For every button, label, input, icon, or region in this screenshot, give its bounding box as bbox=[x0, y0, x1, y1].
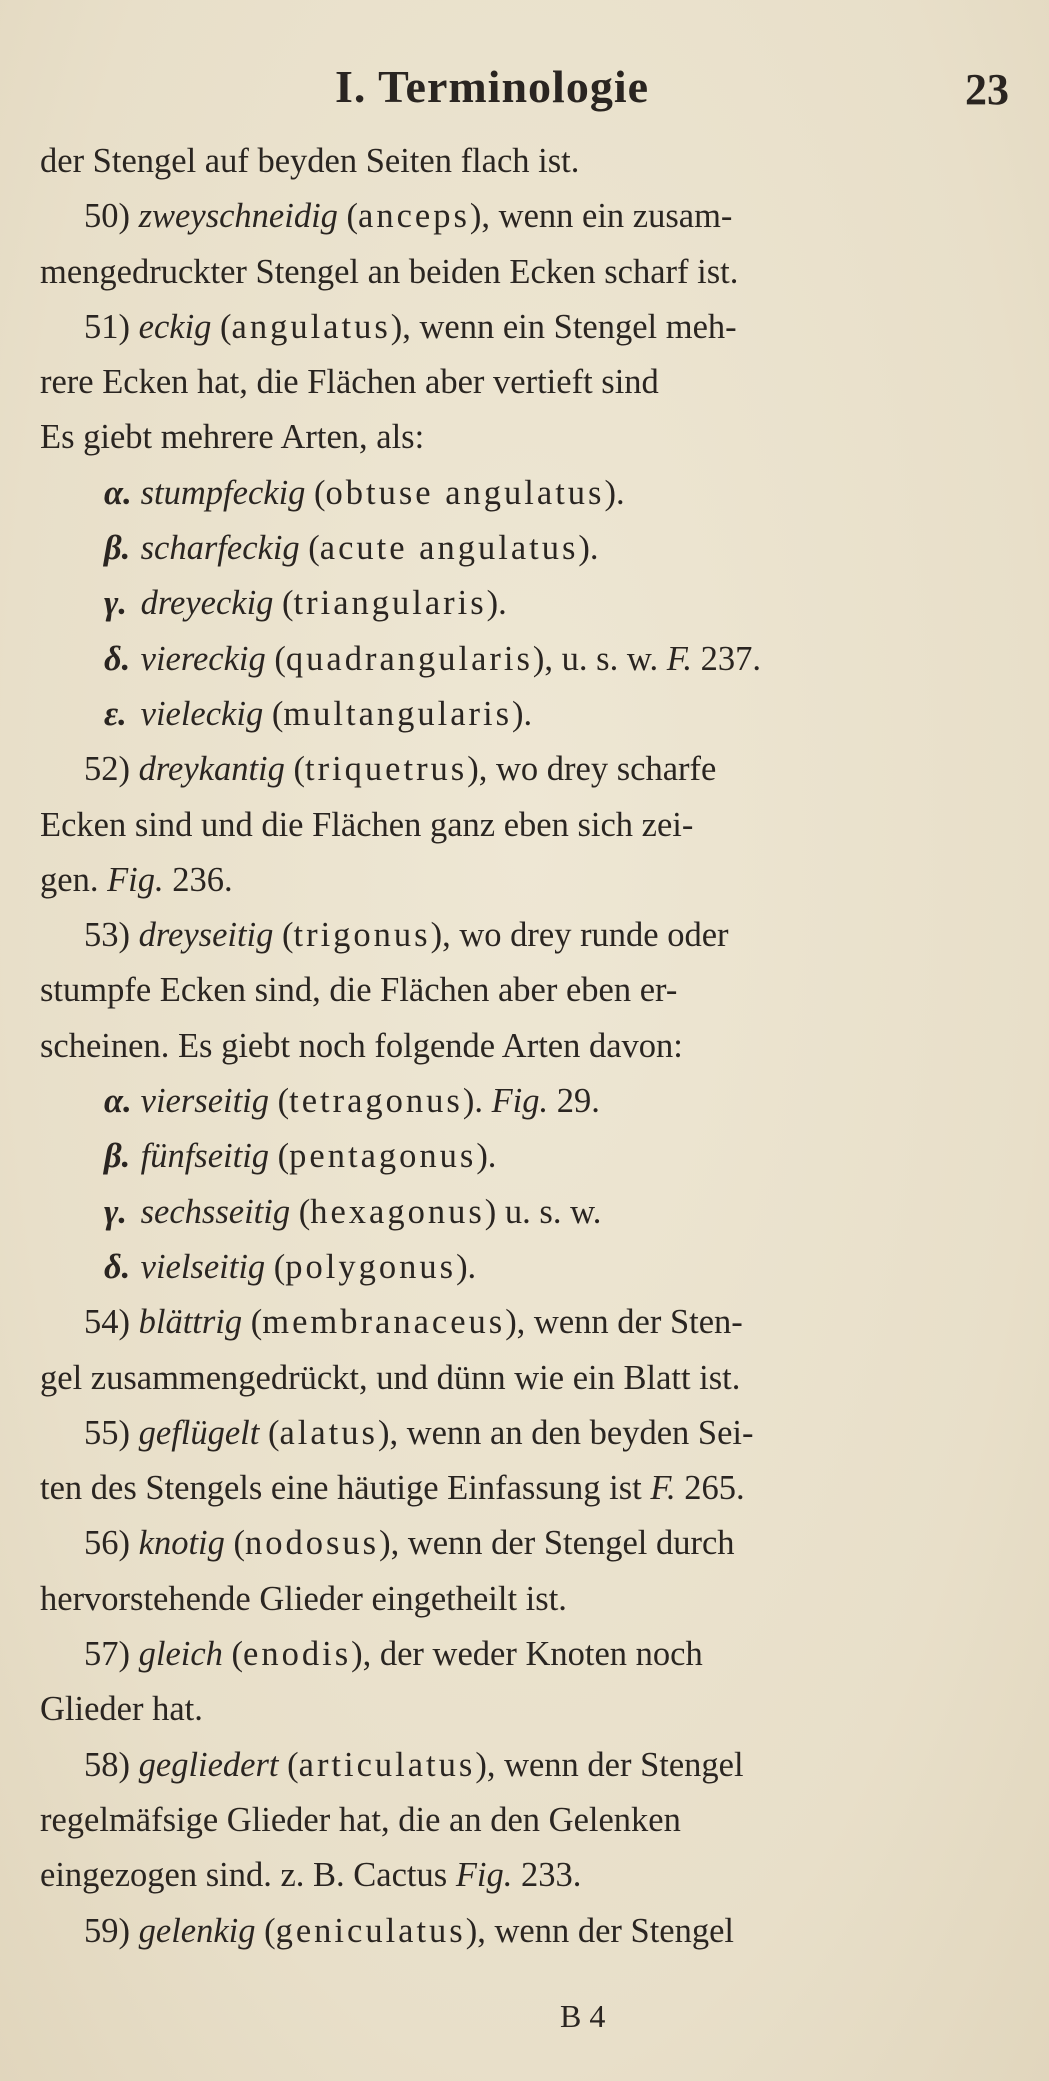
term-latin: trigonus bbox=[293, 916, 431, 955]
list-marker: α. bbox=[104, 473, 132, 512]
text-run: 236. bbox=[163, 860, 233, 899]
term-latin: alatus bbox=[279, 1413, 378, 1452]
text-run: ). bbox=[486, 584, 507, 623]
text-run: ( bbox=[269, 1082, 290, 1121]
text-run: 55) bbox=[84, 1413, 139, 1452]
term-german: geflügelt bbox=[138, 1413, 260, 1452]
page-number: 23 bbox=[965, 65, 1009, 114]
text-run: ( bbox=[273, 916, 294, 955]
term-german: zweyschneidig bbox=[138, 197, 338, 236]
term-german: sechsseitig bbox=[140, 1192, 291, 1231]
text-run: der Stengel auf beyden Seiten flach ist. bbox=[40, 142, 580, 180]
text-line bbox=[40, 908, 1030, 963]
term-latin: pentagonus bbox=[289, 1137, 477, 1176]
text-line bbox=[40, 1682, 1030, 1737]
text-run: 53) bbox=[84, 916, 139, 955]
text-run: 265. bbox=[675, 1469, 745, 1508]
text-run: stumpfe Ecken sind, die Flächen aber eben er- bbox=[40, 971, 678, 1010]
list-marker: α. bbox=[104, 1082, 132, 1121]
text-run bbox=[132, 1082, 141, 1120]
running-title: I. Terminologie bbox=[335, 61, 650, 112]
text-run: ), wo drey scharfe bbox=[467, 750, 717, 789]
figure-ref: Fig. bbox=[491, 1082, 549, 1121]
text-line bbox=[40, 1351, 1030, 1406]
text-run: ( bbox=[259, 1413, 280, 1452]
text-run: ( bbox=[222, 1635, 244, 1674]
term-latin: geniculatus bbox=[275, 1911, 466, 1950]
text-line bbox=[40, 742, 1030, 797]
text-run: ( bbox=[299, 529, 320, 568]
text-line bbox=[40, 1572, 1030, 1627]
text-line bbox=[40, 853, 1030, 908]
term-german: vieleckig bbox=[140, 694, 264, 733]
text-line bbox=[40, 1738, 1030, 1793]
text-run bbox=[132, 1248, 141, 1286]
term-latin: nodosus bbox=[244, 1524, 380, 1563]
text-run: ( bbox=[337, 197, 359, 236]
text-run: ), wo drey runde oder bbox=[430, 916, 729, 955]
list-marker: ε. bbox=[104, 694, 127, 733]
term-latin: polygonus bbox=[285, 1247, 457, 1286]
text-run: ( bbox=[263, 694, 284, 733]
text-run: eingezogen sind. z. B. Cactus bbox=[40, 1856, 456, 1895]
term-latin: triangularis bbox=[293, 584, 487, 623]
text-run: ( bbox=[305, 473, 326, 512]
text-run: 59) bbox=[84, 1911, 139, 1950]
text-run: 29. bbox=[548, 1082, 600, 1121]
figure-ref: F. bbox=[650, 1469, 676, 1508]
term-german: dreyeckig bbox=[140, 584, 274, 623]
term-latin: hexagonus bbox=[310, 1192, 485, 1231]
text-run: ( bbox=[255, 1911, 276, 1950]
text-line bbox=[40, 1129, 1030, 1184]
text-run: ), wenn an den beyden Sei- bbox=[377, 1413, 754, 1452]
text-run: 50) bbox=[84, 197, 139, 236]
text-line bbox=[40, 245, 1030, 300]
term-latin: triquetrus bbox=[305, 750, 468, 789]
text-line bbox=[40, 410, 1030, 465]
text-line bbox=[40, 466, 1030, 521]
term-latin: enodis bbox=[243, 1635, 352, 1674]
text-run: 51) bbox=[84, 307, 139, 346]
text-run: mengedruckter Stengel an beiden Ecken scharf ist. bbox=[40, 252, 739, 291]
text-run: ). bbox=[604, 473, 625, 512]
text-line bbox=[40, 963, 1030, 1018]
text-run: gen. bbox=[40, 860, 108, 899]
term-german: vielseitig bbox=[140, 1247, 266, 1286]
term-german: dreyseitig bbox=[138, 916, 274, 955]
term-german: gelenkig bbox=[138, 1911, 256, 1950]
text-run: ), wenn der Stengel durch bbox=[379, 1524, 735, 1563]
signature-mark: B 4 bbox=[560, 1998, 606, 2034]
text-run: ), wenn ein zusam- bbox=[469, 197, 733, 236]
term-german: stumpfeckig bbox=[140, 473, 306, 512]
text-line bbox=[40, 576, 1030, 631]
text-line bbox=[40, 1516, 1030, 1571]
text-run: regelmäfsige Glieder hat, die an den Gelenken bbox=[40, 1800, 681, 1839]
text-run: ). bbox=[456, 1247, 477, 1286]
text-line bbox=[40, 355, 1030, 410]
text-run: gel zusammengedrückt, und dünn wie ein Blatt ist. bbox=[40, 1358, 741, 1397]
text-run: Glieder hat. bbox=[40, 1690, 203, 1729]
text-run: ), wenn ein Stengel meh- bbox=[390, 307, 737, 346]
term-german: eckig bbox=[138, 307, 212, 346]
term-latin: acute angulatus bbox=[319, 529, 579, 568]
text-run: ). bbox=[462, 1082, 492, 1121]
text-run: ( bbox=[265, 639, 286, 678]
text-run: ), wenn der Sten- bbox=[505, 1303, 743, 1342]
text-run: 52) bbox=[84, 750, 139, 789]
text-run: ( bbox=[273, 584, 294, 623]
term-latin: multangularis bbox=[283, 694, 513, 733]
text-line bbox=[40, 1185, 1030, 1240]
text-run bbox=[132, 1137, 141, 1175]
text-line bbox=[40, 687, 1030, 742]
text-line bbox=[40, 1019, 1030, 1074]
text-run: scheinen. Es giebt noch folgende Arten davon: bbox=[40, 1026, 683, 1065]
text-line bbox=[40, 632, 1030, 687]
text-line bbox=[40, 300, 1030, 355]
text-run: ten des Stengels eine häutige Einfassung ist bbox=[40, 1469, 651, 1508]
figure-ref: Fig. bbox=[107, 860, 164, 899]
term-german: knotig bbox=[138, 1524, 225, 1563]
text-run: ( bbox=[269, 1137, 290, 1176]
term-german: scharfeckig bbox=[140, 529, 300, 568]
text-run: ( bbox=[284, 750, 306, 789]
term-german: gegliedert bbox=[138, 1745, 279, 1784]
text-run: ), der weder Knoten noch bbox=[351, 1635, 703, 1674]
text-run: 54) bbox=[84, 1303, 139, 1342]
figure-ref: F. bbox=[666, 639, 693, 678]
body-text bbox=[40, 134, 1030, 1959]
text-line bbox=[40, 1848, 1030, 1903]
text-run bbox=[132, 640, 141, 678]
text-run: 233. bbox=[512, 1856, 582, 1895]
list-marker: δ. bbox=[104, 639, 131, 678]
text-line bbox=[40, 1627, 1030, 1682]
term-german: blättrig bbox=[138, 1303, 243, 1342]
text-run bbox=[132, 474, 141, 512]
text-run: Ecken sind und die Flächen ganz eben sich zei- bbox=[40, 805, 694, 844]
text-run bbox=[132, 529, 141, 567]
text-run: ). bbox=[476, 1137, 497, 1176]
text-run bbox=[132, 584, 141, 622]
text-line bbox=[40, 798, 1030, 853]
term-latin: angulatus bbox=[231, 307, 391, 346]
text-run: rere Ecken hat, die Flächen aber vertieft sind bbox=[40, 363, 659, 402]
text-run: 237. bbox=[692, 639, 762, 678]
text-run: ), wenn der Stengel bbox=[475, 1745, 744, 1784]
list-marker: β. bbox=[104, 529, 131, 568]
text-line bbox=[40, 1074, 1030, 1129]
text-line bbox=[40, 134, 1030, 189]
text-line bbox=[40, 1406, 1030, 1461]
text-run: hervorstehende Glieder eingetheilt ist. bbox=[40, 1579, 567, 1618]
term-latin: articulatus bbox=[298, 1745, 476, 1784]
text-line bbox=[40, 521, 1030, 576]
list-marker: γ. bbox=[104, 584, 127, 623]
list-marker: β. bbox=[104, 1137, 131, 1176]
list-marker: γ. bbox=[104, 1192, 127, 1231]
text-run: ). bbox=[578, 529, 599, 568]
text-line bbox=[40, 1793, 1030, 1848]
text-run: 58) bbox=[84, 1745, 139, 1784]
list-marker: δ. bbox=[104, 1247, 131, 1286]
term-german: dreykantig bbox=[138, 750, 285, 789]
term-german: vierseitig bbox=[140, 1082, 270, 1121]
term-latin: quadrangularis bbox=[285, 639, 533, 678]
text-run: ( bbox=[290, 1192, 311, 1231]
text-line bbox=[40, 1461, 1030, 1516]
text-run: 56) bbox=[84, 1524, 139, 1563]
text-run: ), u. s. w. bbox=[532, 639, 667, 678]
figure-ref: Fig. bbox=[455, 1856, 513, 1895]
text-run: ) u. s. w. bbox=[484, 1192, 602, 1231]
text-line bbox=[40, 1904, 1030, 1959]
term-latin: obtuse angulatus bbox=[325, 473, 605, 512]
text-line bbox=[40, 1295, 1030, 1350]
text-run: 57) bbox=[84, 1635, 139, 1674]
text-line bbox=[40, 1240, 1030, 1295]
text-run: Es giebt mehrere Arten, als: bbox=[40, 418, 425, 457]
term-latin: tetragonus bbox=[289, 1082, 463, 1121]
text-run: ( bbox=[278, 1745, 299, 1784]
text-run: ( bbox=[265, 1247, 286, 1286]
text-run: ). bbox=[512, 694, 533, 733]
text-run: ( bbox=[242, 1303, 263, 1342]
term-latin: anceps bbox=[358, 197, 470, 236]
text-run bbox=[132, 1193, 141, 1231]
term-german: fünfseitig bbox=[140, 1137, 270, 1176]
text-run: ), wenn der Stengel bbox=[465, 1911, 734, 1950]
text-line bbox=[40, 189, 1030, 244]
term-latin: membranaceus bbox=[262, 1303, 506, 1342]
page-header bbox=[0, 60, 1049, 130]
text-run: ( bbox=[224, 1524, 245, 1563]
text-run bbox=[132, 695, 141, 733]
term-german: gleich bbox=[138, 1635, 223, 1674]
term-german: viereckig bbox=[140, 639, 266, 678]
text-run: ( bbox=[211, 307, 232, 346]
